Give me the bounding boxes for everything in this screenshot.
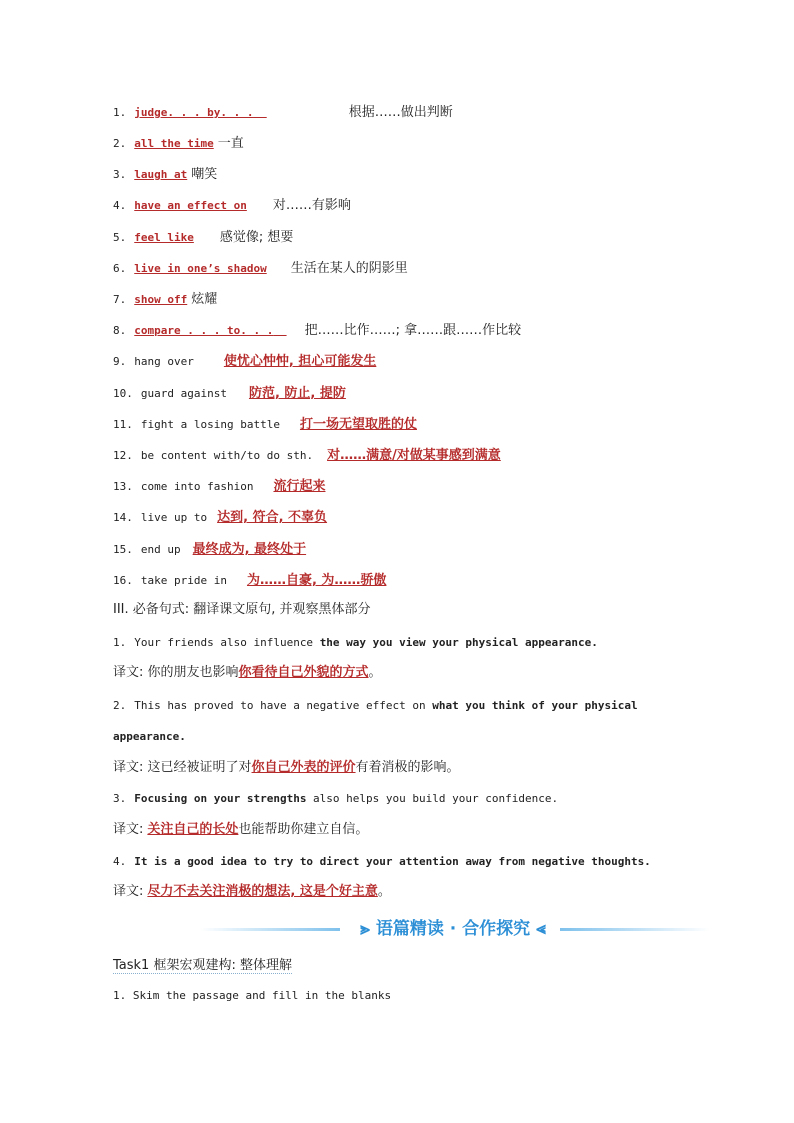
- phrase-item-1: 1. judge. . . by. . . 根据……做出判断: [113, 105, 453, 120]
- phrase-item-8: 8. compare . . . to. . . 把……比作……; 拿……跟……作比较: [113, 323, 522, 338]
- banner-divider-right: [560, 928, 710, 931]
- phrase-item-16: 16. take pride in 为……自豪, 为……骄傲: [113, 573, 387, 588]
- phrase-item-4: 4. have an effect on 对……有影响: [113, 198, 351, 213]
- phrase-item-6: 6. live in one’s shadow 生活在某人的阴影里: [113, 261, 408, 276]
- phrase-item-15: 15. end up 最终成为, 最终处于: [113, 542, 307, 557]
- sentence-3: 3. Focusing on your strengths also helps you build your confidence.: [113, 792, 559, 805]
- banner-divider-left: [200, 928, 340, 931]
- phrase-item-11: 11. fight a losing battle 打一场无望取胜的仗: [113, 417, 417, 432]
- sentence-4: 4. It is a good idea to try to direct your attention away from negative thoughts.: [113, 855, 651, 868]
- translation-1: 译文: 你的朋友也影响你看待自己外貌的方式。: [113, 665, 382, 680]
- phrase-item-10: 10. guard against 防范, 防止, 提防: [113, 386, 346, 401]
- phrase-item-3: 3. laugh at 嘲笑: [113, 167, 218, 182]
- translation-4: 译文: 尽力不去关注消极的想法, 这是个好主意。: [113, 884, 391, 899]
- banner-title: ⪢ 语篇精读 · 合作探究 ⪡: [360, 919, 546, 939]
- translation-3: 译文: 关注自己的长处也能帮助你建立自信。: [113, 822, 369, 837]
- task1-item-1: 1. Skim the passage and fill in the blanks: [113, 989, 392, 1002]
- section-title-sentences: III. 必备句式: 翻译课文原句, 并观察黑体部分: [113, 602, 371, 617]
- sentence-2: 2. This has proved to have a negative effect on what you think of your physical: [113, 699, 638, 712]
- phrase-item-9: 9. hang over 使忧心忡忡, 担心可能发生: [113, 354, 377, 369]
- translation-2: 译文: 这已经被证明了对你自己外表的评价有着消极的影响。: [113, 760, 460, 775]
- phrase-item-7: 7. show off 炫耀: [113, 292, 218, 307]
- section-banner: [200, 916, 710, 942]
- phrase-item-14: 14. live up to 达到, 符合, 不辜负: [113, 510, 328, 525]
- phrase-item-2: 2. all the time 一直: [113, 136, 244, 151]
- task1-heading: Task1 框架宏观建构: 整体理解: [113, 958, 292, 973]
- sentence-2-cont: appearance.: [113, 730, 186, 743]
- phrase-item-12: 12. be content with/to do sth. 对……满意/对做某事感到满意: [113, 448, 501, 463]
- sentence-1: 1. Your friends also influence the way you view your physical appearance.: [113, 636, 598, 649]
- phrase-item-13: 13. come into fashion 流行起来: [113, 479, 326, 494]
- phrase-item-5: 5. feel like 感觉像; 想要: [113, 230, 294, 245]
